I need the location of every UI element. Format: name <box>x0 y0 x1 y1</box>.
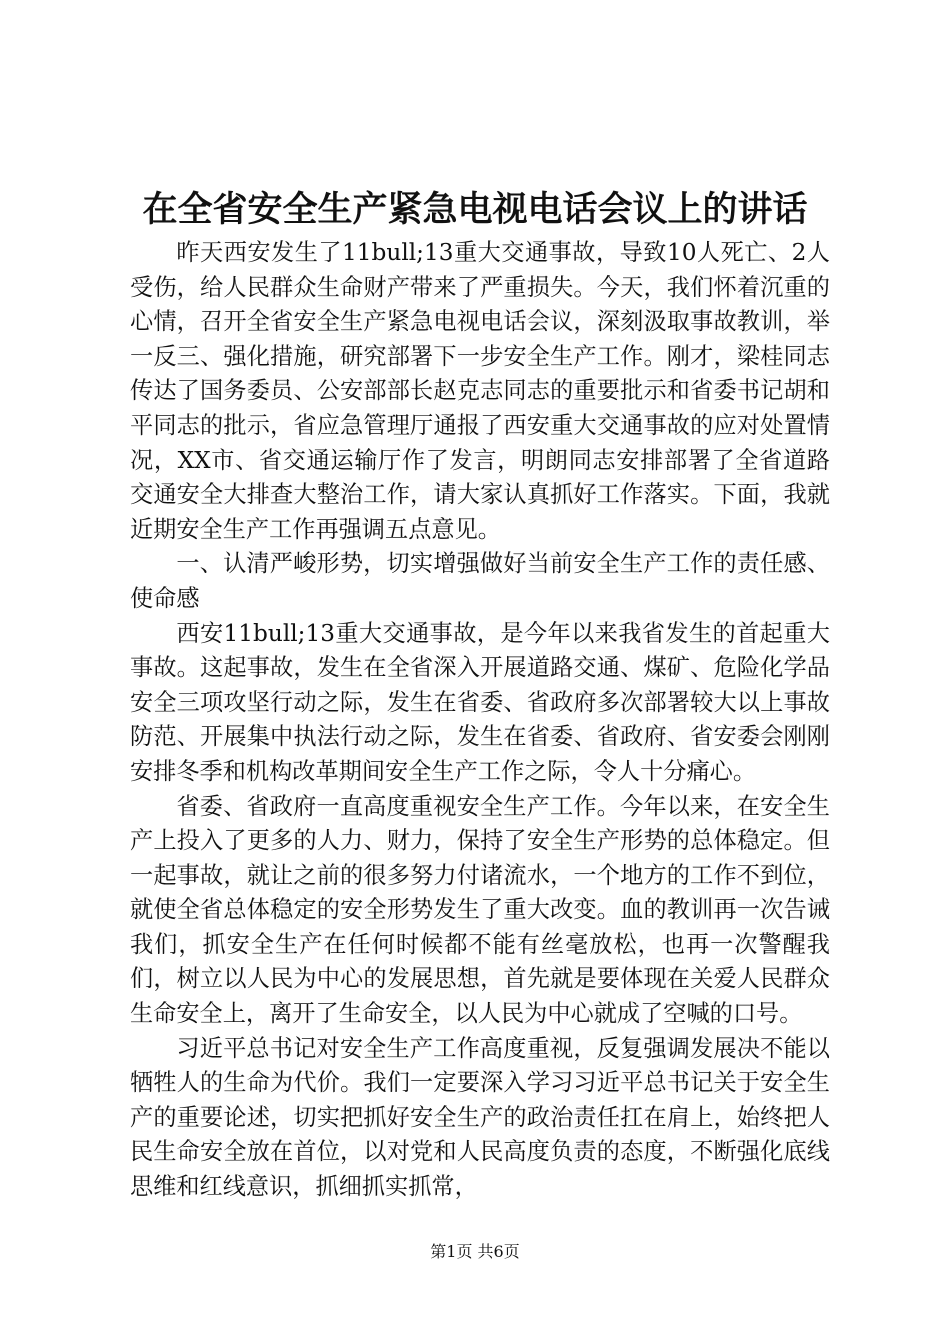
paragraph-2: 西安11bull;13重大交通事故，是今年以来我省发生的首起重大事故。这起事故，发生在全省深入开展道路交通、煤矿、危险化学品安全三项攻坚行动之际，发生在省委、省政府多次部署较大以上事故防范、开展集中执法行动之际，发生在省委、省政府、省安委会刚刚安排冬季和机构改革期间安全生产工作之际，令人十分痛心。 <box>130 619 830 785</box>
paragraph-3: 省委、省政府一直高度重视安全生产工作。今年以来，在安全生产上投入了更多的人力、财力，保持了安全生产形势的总体稳定。但一起事故，就让之前的很多努力付诸流水，一个地方的工作不到位，就使全省总体稳定的安全形势发生了重大改变。血的教训再一次告诫我们，抓安全生产在任何时候都不能有丝毫放松，也再一次警醒我们，树立以人民为中心的发展思想，首先就是要体现在关爱人民群众生命安全上，离开了生命安全，以人民为中心就成了空喊的口号。 <box>130 792 830 1028</box>
document-title: 在全省安全生产紧急电视电话会议上的讲话 <box>142 189 808 230</box>
paragraph-4: 习近平总书记对安全生产工作高度重视，反复强调发展决不能以牺牲人的生命为代价。我们一定要深入学习习近平总书记关于安全生产的重要论述，切实把抓好安全生产的政治责任扛在肩上，始终把人民生命安全放在首位，以对党和人民高度负责的态度，不断强化底线思维和红线意识，抓细抓实抓常， <box>130 1034 830 1201</box>
page-footer: 第1页 共6页 <box>430 1242 520 1261</box>
paragraph-1: 昨天西安发生了11bull;13重大交通事故，导致10人死亡、2人受伤，给人民群众生命财产带来了严重损失。今天，我们怀着沉重的心情，召开全省安全生产紧急电视电话会议，深刻汲取事故教训，举一反三、强化措施，研究部署下一步安全生产工作。刚才，梁桂同志传达了国务委员、公安部部长赵克志同志的重要批示和省委书记胡和平同志的批示，省应急管理厅通报了西安重大交通事故的应对处置情况，XX市、省交通运输厅作了发言，明朗同志安排部署了全省道路交通安全大排查大整治工作，请大家认真抓好工作落实。下面，我就近期安全生产工作再强调五点意见。 <box>130 239 830 543</box>
document-body <box>130 236 830 1205</box>
section-heading-1: 一、认清严峻形势，切实增强做好当前安全生产工作的责任感、使命感 <box>130 550 830 612</box>
